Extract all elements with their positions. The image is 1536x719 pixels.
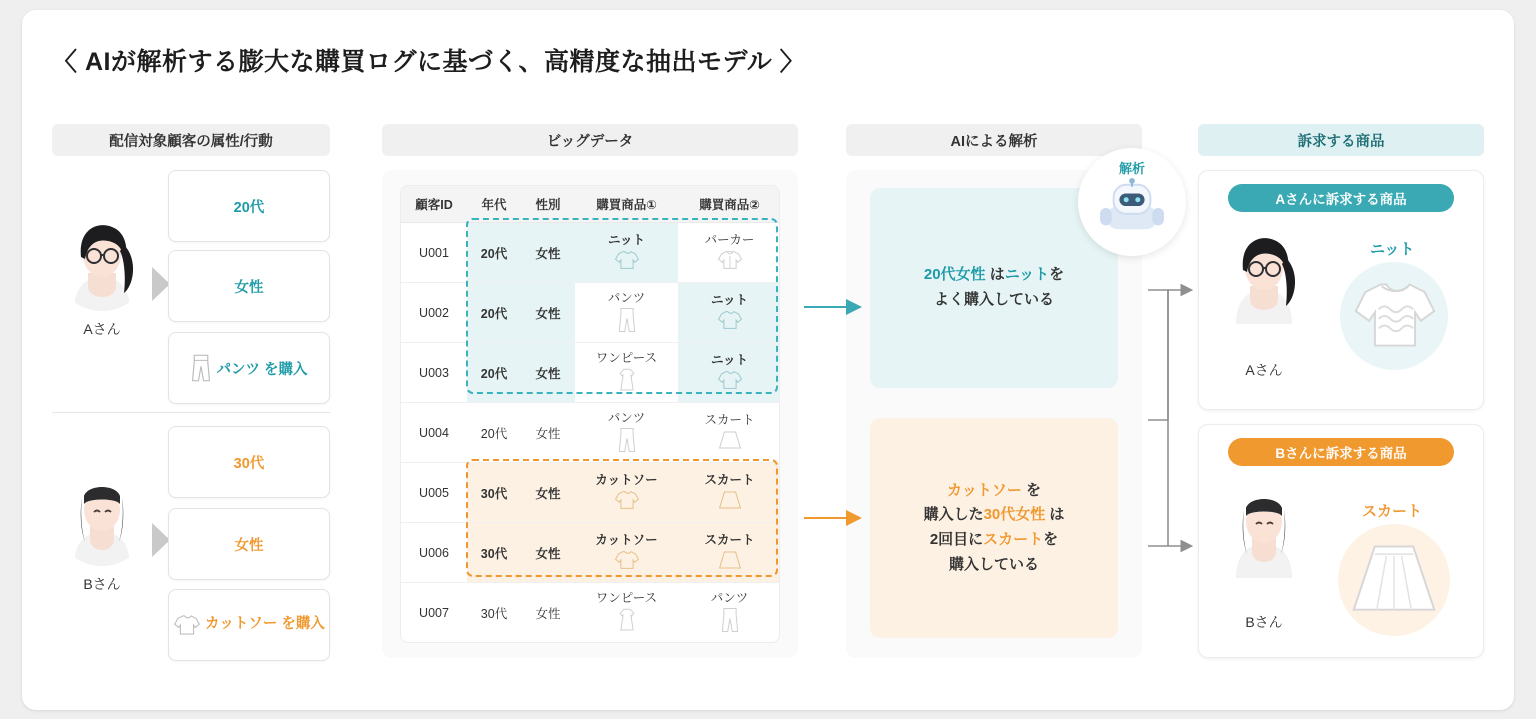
skirt-icon (1348, 540, 1440, 620)
onepiece-icon (617, 367, 637, 393)
cell-id: U006 (401, 523, 467, 583)
cell-id: U001 (401, 223, 467, 283)
cell-item1 (575, 283, 678, 343)
avatar-block-a (54, 215, 150, 339)
cell-gender: 女性 (521, 343, 575, 403)
pants-icon (617, 307, 637, 333)
table-row (401, 223, 780, 283)
table-row (401, 523, 780, 583)
page-title: 〈 AIが解析する膨大な購買ログに基づく、高精度な抽出モデル 〉 (52, 48, 806, 76)
pants-icon (190, 353, 212, 383)
onepiece-icon (617, 607, 637, 633)
result-product-b-label: スカート (1362, 503, 1423, 520)
result-pill-b: Bさんに訴求する商品 (1228, 438, 1454, 466)
bigdata-table (401, 186, 780, 643)
avatar-b-name: Bさん (83, 576, 121, 592)
knit-icon (614, 249, 640, 271)
ai-robot-badge (1078, 148, 1186, 256)
attr-a-gender: 女性 (168, 250, 330, 322)
cell-id: U002 (401, 283, 467, 343)
result-avatar-b (1216, 482, 1316, 594)
insight-orange-segment: スカート (983, 531, 1044, 548)
cell-age: 20代 (467, 283, 521, 343)
table-row (401, 283, 780, 343)
cell-gender: 女性 (521, 283, 575, 343)
robot-icon (1098, 177, 1166, 237)
cell-item2-label: パーカー (704, 233, 755, 248)
th-customer-id: 顧客ID (401, 186, 467, 223)
cell-id: U004 (401, 403, 467, 463)
cell-id: U007 (419, 605, 449, 620)
th-gender: 性別 (521, 186, 575, 223)
cell-age: 20代 (467, 403, 521, 463)
cell-age: 30代 (467, 523, 521, 583)
skirt-icon (718, 429, 742, 451)
attr-a-purchase-item: パンツ (216, 361, 260, 378)
insight-orange-segment: 2回目に (929, 531, 984, 548)
result-pill-a: Aさんに訴求する商品 (1228, 184, 1454, 212)
insight-orange-segment: 購入している (948, 555, 1039, 573)
insight-teal-segment: 20代女性 (923, 266, 986, 284)
cell-item2-label: ニット (710, 353, 748, 368)
cell-item2 (678, 463, 780, 523)
attr-a-age: 20代 (168, 170, 330, 242)
cell-item2-label: スカート (704, 413, 755, 428)
cutsew-icon (614, 489, 640, 511)
cell-item1 (575, 583, 678, 643)
cell-item1-label: ワンピース (595, 351, 658, 366)
insight-teal-segment: を (1049, 266, 1065, 284)
cell-item1-label: カットソー (595, 533, 658, 548)
cell-age: 20代 (467, 343, 521, 403)
avatar-block-b (54, 470, 150, 594)
insight-orange-segment: は (1045, 506, 1065, 524)
attr-a-purchase (168, 332, 330, 404)
cell-item1-label: カットソー (595, 473, 658, 488)
pants-icon (720, 607, 740, 633)
cell-item1-label: パンツ (607, 411, 646, 426)
table-row (401, 463, 780, 523)
insight-orange-segment: カットソー (946, 481, 1022, 499)
cutsew-icon (173, 613, 201, 637)
knit-icon (717, 369, 743, 391)
cell-item1 (575, 343, 678, 403)
insight-teal-segment: ニット (1004, 266, 1050, 284)
cell-item2 (678, 583, 780, 643)
cell-gender: 女性 (521, 223, 575, 283)
cell-gender: 女性 (521, 463, 575, 523)
result-person-b-name: Bさん (1245, 614, 1283, 630)
th-item1: 購買商品① (575, 186, 678, 223)
attr-b-purchase-suffix: を購入 (277, 616, 325, 633)
cell-item2-label: スカート (704, 533, 755, 548)
cell-item2-label: ニット (710, 293, 748, 308)
th-item2: 購買商品② (678, 186, 780, 223)
table-header-row (401, 186, 780, 223)
cell-item1 (575, 523, 678, 583)
cell-age: 20代 (467, 223, 521, 283)
cell-item2 (678, 283, 780, 343)
attr-b-purchase (168, 589, 330, 661)
table-row (401, 403, 780, 463)
insight-teal-segment: は (985, 266, 1005, 284)
column-header-bigdata: ビッグデータ (382, 124, 798, 156)
attr-b-age: 30代 (168, 426, 330, 498)
cell-age: 30代 (467, 463, 521, 523)
cell-age: 30代 (480, 606, 508, 621)
column-header-ai: AIによる解析 (846, 124, 1142, 156)
result-person-a-name: Aさん (1245, 362, 1283, 378)
cell-item1-label: パンツ (607, 291, 646, 306)
skirt-icon (718, 549, 742, 571)
insight-orange-segment: 30代女性 (983, 506, 1046, 524)
cell-item1 (575, 223, 678, 283)
attr-a-purchase-suffix: を購入 (259, 361, 308, 378)
avatar-a-name: Aさん (83, 321, 121, 337)
insight-orange (870, 418, 1118, 638)
knit-icon (1352, 276, 1438, 354)
bigdata-table-wrap (400, 185, 780, 643)
skirt-icon (718, 489, 742, 511)
cell-item2 (678, 343, 780, 403)
cell-item1 (575, 463, 678, 523)
insight-orange-segment: を (1021, 481, 1042, 499)
cell-item2 (678, 223, 780, 283)
table-row (401, 343, 780, 403)
table-row (401, 583, 780, 643)
pants-icon (617, 427, 637, 453)
insight-teal-segment: よく購入している (933, 291, 1054, 308)
insight-orange-segment: 購入した (923, 506, 984, 524)
attr-b-purchase-item: カットソー (205, 616, 278, 633)
attr-b-gender: 女性 (168, 508, 330, 580)
column-header-attributes: 配信対象顧客の属性/行動 (52, 124, 330, 156)
cell-gender: 女性 (521, 523, 575, 583)
parka-icon (717, 249, 743, 271)
cell-item2 (678, 523, 780, 583)
cell-gender: 女性 (535, 606, 561, 621)
cell-item1-label: ワンピース (595, 591, 658, 606)
cell-item2-label: スカート (704, 473, 755, 488)
result-product-a-label: ニット (1370, 241, 1415, 258)
cell-gender: 女性 (521, 403, 575, 463)
column-header-product: 訴求する商品 (1198, 124, 1484, 156)
knit-icon (717, 309, 743, 331)
ai-robot-label: 解析 (1118, 161, 1145, 176)
cell-id: U003 (401, 343, 467, 403)
cell-item2-label: パンツ (710, 591, 749, 606)
th-age: 年代 (467, 186, 521, 223)
cell-item1 (575, 403, 678, 463)
insight-orange-segment: を (1043, 531, 1059, 548)
cell-item2 (678, 403, 780, 463)
result-avatar-a (1216, 228, 1316, 340)
avatar-a (54, 215, 150, 311)
cell-id: U005 (401, 463, 467, 523)
left-divider (52, 412, 330, 413)
avatar-b (54, 470, 150, 566)
cell-item1-label: ニット (607, 233, 645, 248)
cutsew-icon (614, 549, 640, 571)
